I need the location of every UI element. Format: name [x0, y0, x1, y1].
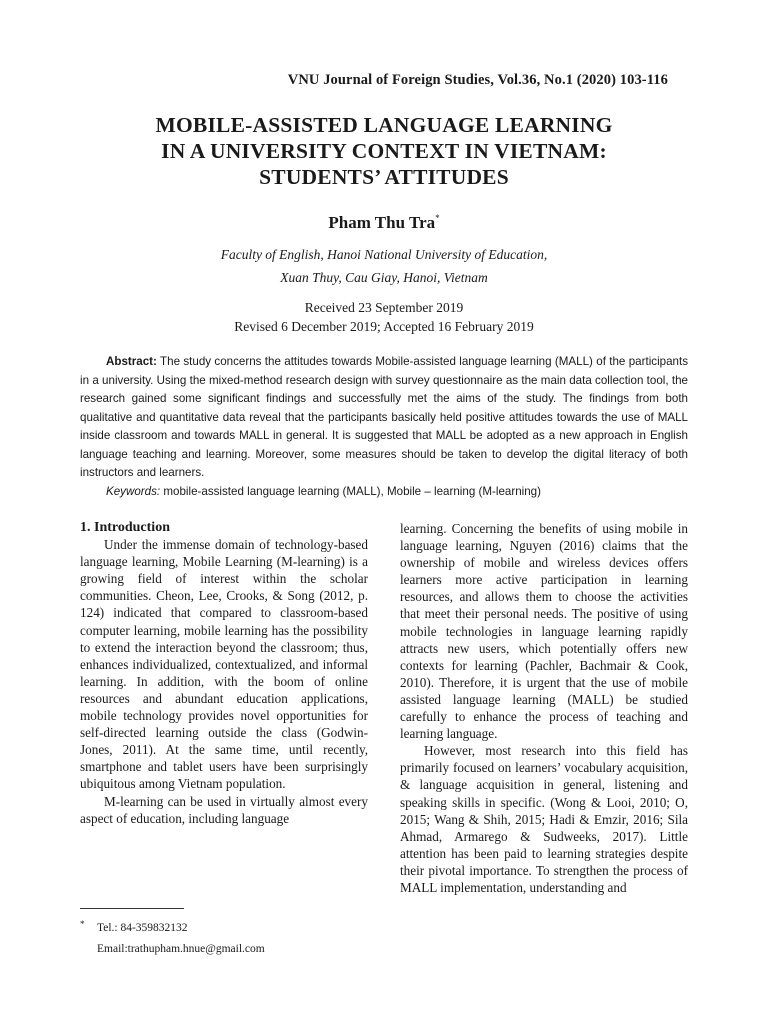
author-name: Pham Thu Tra [328, 213, 436, 232]
footnote-email: Email:trathupham.hnue@gmail.com [97, 943, 265, 955]
title-line-1: MOBILE-ASSISTED LANGUAGE LEARNING [155, 113, 613, 137]
body-left-column [80, 519, 368, 827]
paragraph: However, most research into this field has primarily focused on learners’ vocabulary acquisition, & language acquisition in general, listening and speaking skills in specific. (Wong & Looi, 2010; O, 2015; Wang & Shih, 2015; Hadi & Emzir, 2016; Sila Ahmad, Armarego & Sudweeks, 2017). Little attention has been paid to learning strategies despite their pivotal importance. To strengthen the process of MALL implementation, understanding and [400, 743, 688, 895]
abstract-label: Abstract: [106, 355, 157, 368]
footnote-tel-line [80, 914, 380, 939]
paper-title [0, 112, 768, 190]
abstract-text: The study concerns the attitudes towards Mobile-assisted language learning (MALL) of the participants in a university. Using the mixed-method research design with survey questionnaire as the main data collection tool, the research gained some significant findings and successfully met the aims of the study. The findings from both qualitative and quantitative data reveal that the participants basically held positive attitudes towards the use of MALL inside classroom and towards MALL in general. It is suggested that MALL be adopted as a new approach in English language teaching and learning. Moreover, some measures should be taken to develop the digital literacy of both instructors and learners. [80, 355, 689, 479]
paragraph: learning. Concerning the benefits of using mobile in language learning, Nguyen (2016) claims that the ownership of mobile and wireless devices offers learners more active participation in learning resources, and allows them to choose the activities that meet their personal needs. The positive of using mobile technologies in language learning rapidly attracts new users, which potentially offers new contexts for learning (Pachler, Bachmair & Cook, 2010). Therefore, it is urgent that the use of mobile assisted language learning (MALL) be studied carefully to enhance the process of teaching and learning language. [400, 521, 688, 742]
abstract-paragraph [80, 353, 688, 483]
abstract [80, 353, 688, 501]
article-dates [0, 298, 768, 336]
keywords-paragraph [80, 483, 688, 502]
affiliation [0, 243, 768, 289]
footnote-mark: * [80, 919, 85, 929]
journal-header: VNU Journal of Foreign Studies, Vol.36, No.1 (2020) 103-116 [287, 72, 668, 88]
paragraph: M-learning can be used in virtually almost every aspect of education, including language [80, 793, 368, 826]
affiliation-line-1: Faculty of English, Hanoi National University of Education, [220, 247, 548, 262]
revised-accepted-date: Revised 6 December 2019; Accepted 16 February 2019 [234, 319, 534, 334]
footnote [80, 914, 380, 960]
keywords-text: mobile-assisted language learning (MALL), Mobile – learning (M-learning) [163, 484, 541, 498]
body-right-column [400, 520, 688, 896]
keywords-label: Keywords: [106, 484, 161, 498]
affiliation-line-2: Xuan Thuy, Cau Giay, Hanoi, Vietnam [280, 270, 488, 285]
author [0, 213, 768, 233]
title-line-3: STUDENTS’ ATTITUDES [259, 165, 509, 189]
title-line-2: IN A UNIVERSITY CONTEXT IN VIETNAM: [161, 139, 607, 163]
author-footnote-mark: * [435, 213, 440, 223]
paragraph: Under the immense domain of technology-based language learning, Mobile Learning (M-learning) is a growing field of interest within the scholar communities. Cheon, Lee, Crooks, & Song (2012, p. 124) indicated that compared to classroom-based computer learning, mobile learning has the possibility to extend the interaction beyond the classroom; thus, enhances individualized, contextualized, and informal learning. In addition, with the boom of online resources and abundant education applications, mobile technology provides novel opportunities for self-directed learning outside the class (Godwin-Jones, 2011). At the same time, until recently, smartphone and tablet users have been surprisingly ubiquitous among Vietnam population. [80, 537, 368, 792]
received-date: Received 23 September 2019 [304, 300, 464, 315]
footnote-tel: Tel.: 84-359832132 [97, 922, 188, 934]
footnote-divider [80, 908, 184, 909]
section-heading: 1. Introduction [80, 520, 170, 535]
